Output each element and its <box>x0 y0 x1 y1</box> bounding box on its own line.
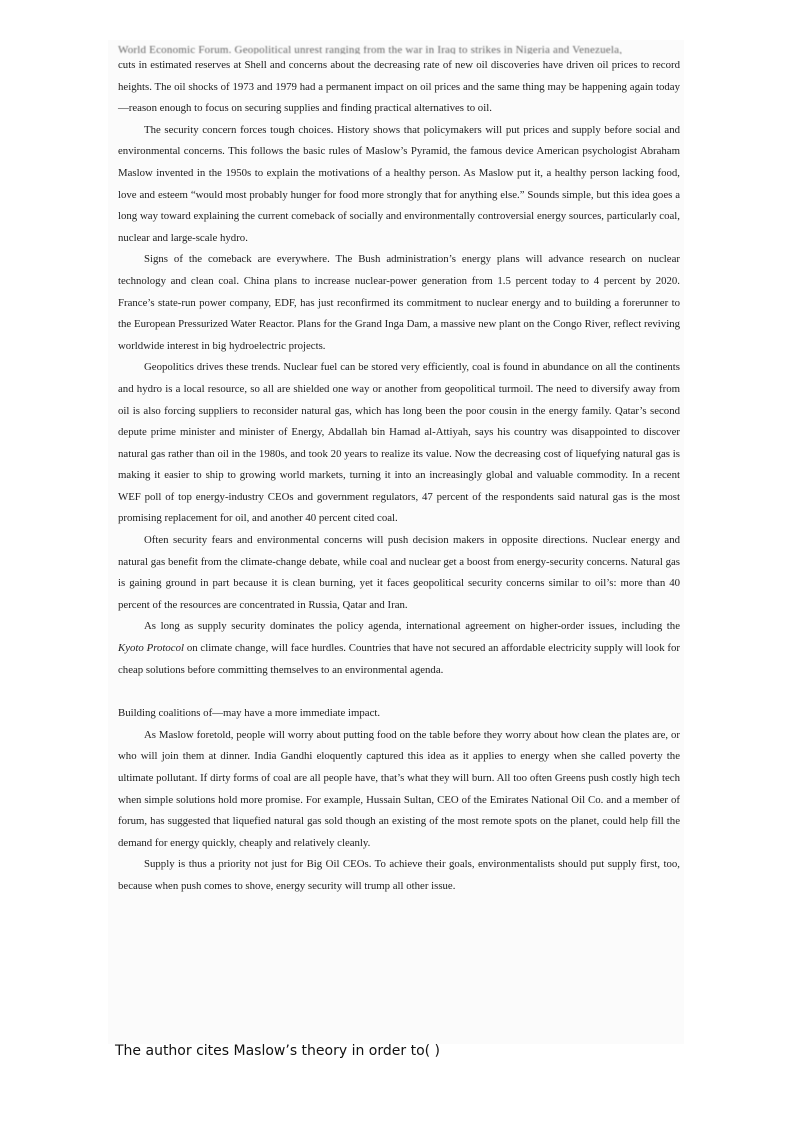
paragraph-5: Often security fears and environmental concerns will push decision makers in opposite directions. Nuclear energy and natural gas benefit from the climate-change debate, while coal and nuclear get a boost from energy-security concerns. Natural gas is gaining ground in part because it is clean burning, yet it faces geopolitical security concerns similar to oil’s: more than 40 percent of the resources are concentrated in Russia, Qatar and Iran. <box>118 534 680 611</box>
paragraph-7: Building coalitions of—may have a more immediate impact. <box>118 707 381 720</box>
paragraph-1: cuts in estimated reserves at Shell and concerns about the decreasing rate of new oil discoveries have driven oil prices to record heights. The oil shocks of 1973 and 1979 had a permanent impact on oil prices and the same thing may be happening again today—reason enough to focus on securing supplies and finding practical alternatives to oil. <box>118 59 680 115</box>
paragraph-2: The security concern forces tough choices. History shows that policymakers will put prices and supply before social and environmental concerns. This follows the basic rules of Maslow’s Pyramid, the famous device American psychologist Abraham Maslow invented in the 1950s to explain the motivations of a healthy person. As Maslow put it, a healthy person lacking food, love and esteem “would most probably hunger for food more strongly that for anything else.” Sounds simple, but this idea goes a long way toward explaining the current comeback of socially and environmentally controversial energy sources, particularly coal, nuclear and large-scale hydro. <box>118 123 680 244</box>
scanned-article-image <box>108 40 684 1044</box>
paragraph-6 <box>118 616 680 681</box>
paragraph-6-start: As long as supply security dominates the policy agenda, international agreement on higher-order issues, including the <box>144 620 680 633</box>
paragraph-gap <box>118 681 680 703</box>
paragraph-3: Signs of the comeback are everywhere. The Bush administration’s energy plans will advance research on nuclear technology and clean coal. China plans to increase nuclear-power generation from 1.5 percent today to 4 percent by 2020. France’s state-run power company, EDF, has just reconfirmed its commitment to nuclear energy and to building a forerunner to the European Pressurized Water Reactor. Plans for the Grand Inga Dam, a massive new plant on the Congo River, reflect reviving worldwide interest in big hydroelectric projects. <box>118 253 680 352</box>
paragraph-4: Geopolitics drives these trends. Nuclear fuel can be stored very efficiently, coal is found in abundance on all the continents and hydro is a local resource, so all are shielded one way or another from geopolitical turmoil. The need to diversify away from oil is also forcing suppliers to reconsider natural gas, which has long been the poor cousin in the energy family. Qatar’s second depute prime minister and minister of Energy, Abdallah bin Hamad al-Attiyah, says his country was disappointed to discover natural gas rather than oil in the 1980s, and took 20 years to realize its value. Now the decreasing cost of liquefying natural gas is making it easier to ship to growing world markets, turning it into an increasingly global and valuable commodity. In a recent WEF poll of top energy-industry CEOs and government regulators, 47 percent of the respondents said natural gas is the most promising replacement for oil, and another 40 percent cited coal. <box>118 361 680 525</box>
paragraph-6-end: on climate change, will face hurdles. Countries that have not secured an affordable electricity supply will look for cheap solutions before committing themselves to an environmental agenda. <box>118 642 680 676</box>
paragraph-8: As Maslow foretold, people will worry about putting food on the table before they worry about how clean the plates are, or who will join them at dinner. India Gandhi eloquently captured this idea as it applies to energy when she called poverty the ultimate pollutant. If dirty forms of coal are all people have, that’s what they will burn. All too often Greens push costly high tech when simple solutions hold more promise. For example, Hussain Sultan, CEO of the Emirates National Oil Co. and a member of forum, has suggested that liquefied natural gas sold though an existing of the most remote spots on the planet, could help fill the demand for energy quickly, cheaply and relatively cleanly. <box>118 728 680 849</box>
cut-off-top-line: World Economic Forum. Geopolitical unrest ranging from the war in Iraq to strikes in Nigeria and Venezuela, <box>118 46 623 54</box>
question-prompt: The author cites Maslow’s theory in order to( ) <box>115 1043 441 1059</box>
article-body <box>118 55 680 898</box>
paragraph-9: Supply is thus a priority not just for Big Oil CEOs. To achieve their goals, environmentalists should put supply first, too, because when push comes to shove, energy security will trump all other issue. <box>118 858 680 892</box>
kyoto-protocol-italic: Kyoto Protocol <box>118 642 184 655</box>
